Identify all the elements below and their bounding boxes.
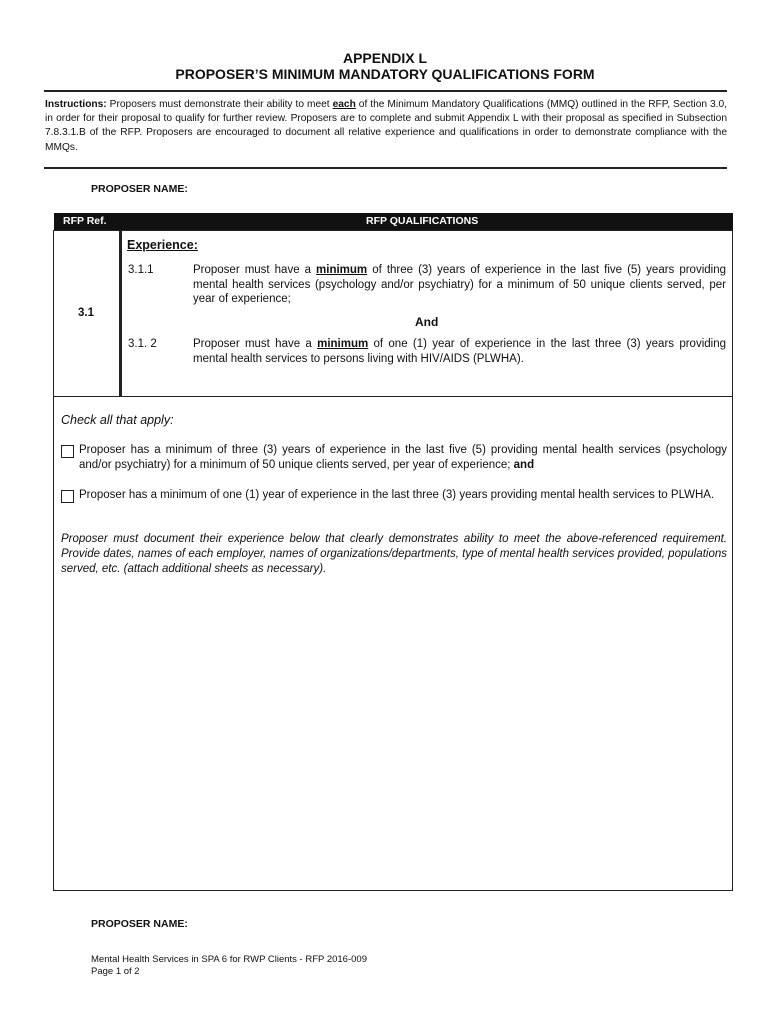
instructions-label: Instructions: [45,99,107,110]
footer-page-number: Page 1 of 2 [91,966,140,977]
checklist-option-text [79,443,727,473]
requirement-emphasis: minimum [316,264,368,276]
instructions-text-a: Proposers must demonstrate their ability to meet [106,99,333,110]
column-header-ref: RFP Ref. [63,215,107,227]
checklist-option [61,488,727,503]
requirement-text-a: Proposer must have a [193,338,318,350]
divider-instructions [44,167,727,169]
table-column-divider [119,230,122,397]
form-title: PROPOSER’S MINIMUM MANDATORY QUALIFICATIONS FORM [175,66,595,82]
check-all-prompt: Check all that apply: [61,413,174,427]
option-text: Proposer has a minimum of three (3) years of experience in the last five (5) providing mental health services (psychology and/or psychiatry) for a minimum of 50 unique clients served, per year of experience; [79,444,727,471]
requirement-number: 3.1.1 [128,264,154,276]
checkbox[interactable] [61,490,74,503]
divider-top [44,90,727,92]
option-suffix: and [513,459,535,471]
proposer-name-label-bottom: PROPOSER NAME: [91,918,188,930]
table-row-divider [53,396,733,397]
rfp-ref-number: 3.1 [78,307,94,319]
table-header [54,213,733,230]
requirement-number: 3.1. 2 [128,338,157,350]
option-text: Proposer has a minimum of one (1) year of experience in the last three (3) years providing mental health services to PLWHA. [79,489,715,501]
requirement-text-b: of one (1) year of experience in the last three (3) years providing mental health services to persons living with HIV/AIDS (PLWHA). [193,338,726,365]
checkbox[interactable] [61,445,74,458]
instructions-emphasis: each [332,99,356,110]
appendix-title: APPENDIX L [342,50,427,66]
instructions-text-b: of the Minimum Mandatory Qualifications (MMQ) outlined in the RFP, Section 3.0, in order for their proposal to qualify for further review. Proposers are to complete and submit Appendix L with their proposal as specified in Subsection 7.8.3.1.B of the RFP. Proposers are encouraged to document all relative experience and qualifications in order to demonstrate compliance with the MMQs. [45,99,727,153]
requirement-text [193,263,726,307]
proposer-name-label: PROPOSER NAME: [91,183,188,195]
conjunction-and: And [415,315,439,329]
checklist-option [61,443,727,473]
documentation-instructions: Proposer must document their experience below that clearly demonstrates ability to meet the above-referenced requirement. Provide dates, names of each employer, names of organizations/departments, type of mental health services provided, populations served, etc. (attach additional sheets as necessary). [61,533,727,575]
requirement-emphasis: minimum [317,338,369,350]
checklist-option-text [79,488,727,503]
instructions-paragraph [45,98,727,155]
requirement-text-a: Proposer must have a [193,264,317,276]
experience-heading: Experience: [127,238,198,252]
requirement-text-b: of three (3) years of experience in the last five (5) years providing mental health services (psychology and/or psychiatry) for a minimum of 50 unique clients served, per year of experience; [193,264,726,305]
footer-doc-title: Mental Health Services in SPA 6 for RWP Clients - RFP 2016-009 [91,954,367,965]
requirement-text [193,337,726,366]
column-header-qualifications: RFP QUALIFICATIONS [366,215,479,227]
